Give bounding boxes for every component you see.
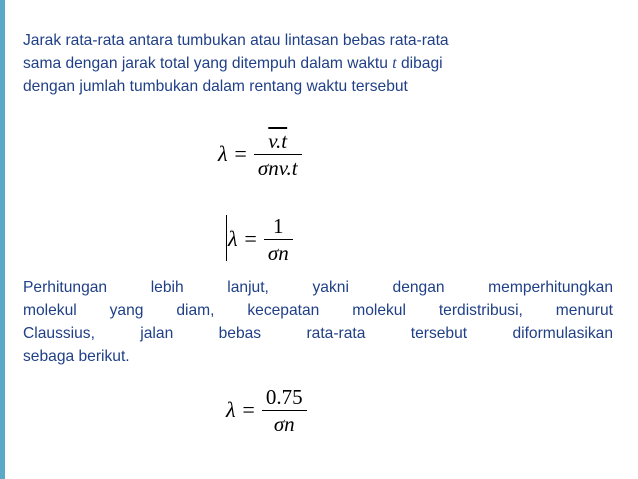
equation-2-denominator: σn [267,240,289,265]
equation-2-lhs: λ = [228,226,258,251]
clausius-line-2: molekul yang diam, kecepatan molekul terdistribusi, menurut [23,302,613,319]
intro-line-2 [23,52,613,75]
intro-line-2-start: sama dengan jarak total yang ditempuh dalam waktu [23,55,393,72]
equation-1-numerator [264,128,291,154]
clausius-paragraph [23,276,613,368]
intro-line-1: Jarak rata-rata antara tumbukan atau lintasan bebas rata-rata [23,32,449,49]
intro-line-3: dengan jumlah tumbukan dalam rentang waktu tersebut [23,78,408,95]
time-variable: t [392,55,397,72]
equation-1-denominator-text: σnv.t [257,155,298,180]
equation-2-fraction [264,213,293,266]
clausius-line-3: Claussius, jalan bebas rata-rata tersebut diformulasikan [23,325,613,342]
equation-clausius [226,385,307,435]
equation-3-numerator: 0.75 [265,384,303,409]
equation-mean-free-path-definition [218,114,302,194]
equation-1-numerator-text: v.t [268,128,288,153]
text-cursor [226,215,227,261]
equation-mean-free-path-simplified [228,211,293,267]
intro-line-2-end: dibagi [396,55,443,72]
equation-3-lhs: λ = [226,397,256,422]
clausius-line-1: Perhitungan lebih lanjut, yakni dengan memperhitungkan [23,279,613,296]
equation-2-numerator: 1 [273,213,284,238]
equation-1-lhs: λ = [218,141,248,166]
equation-3-fraction [262,384,307,437]
equation-3-denominator: σn [273,411,295,436]
intro-paragraph [23,29,613,98]
clausius-line-4: sebaga berikut. [23,348,130,365]
accent-bar [0,0,5,479]
equation-1-denominator [254,155,302,181]
equation-1-fraction [254,128,302,181]
